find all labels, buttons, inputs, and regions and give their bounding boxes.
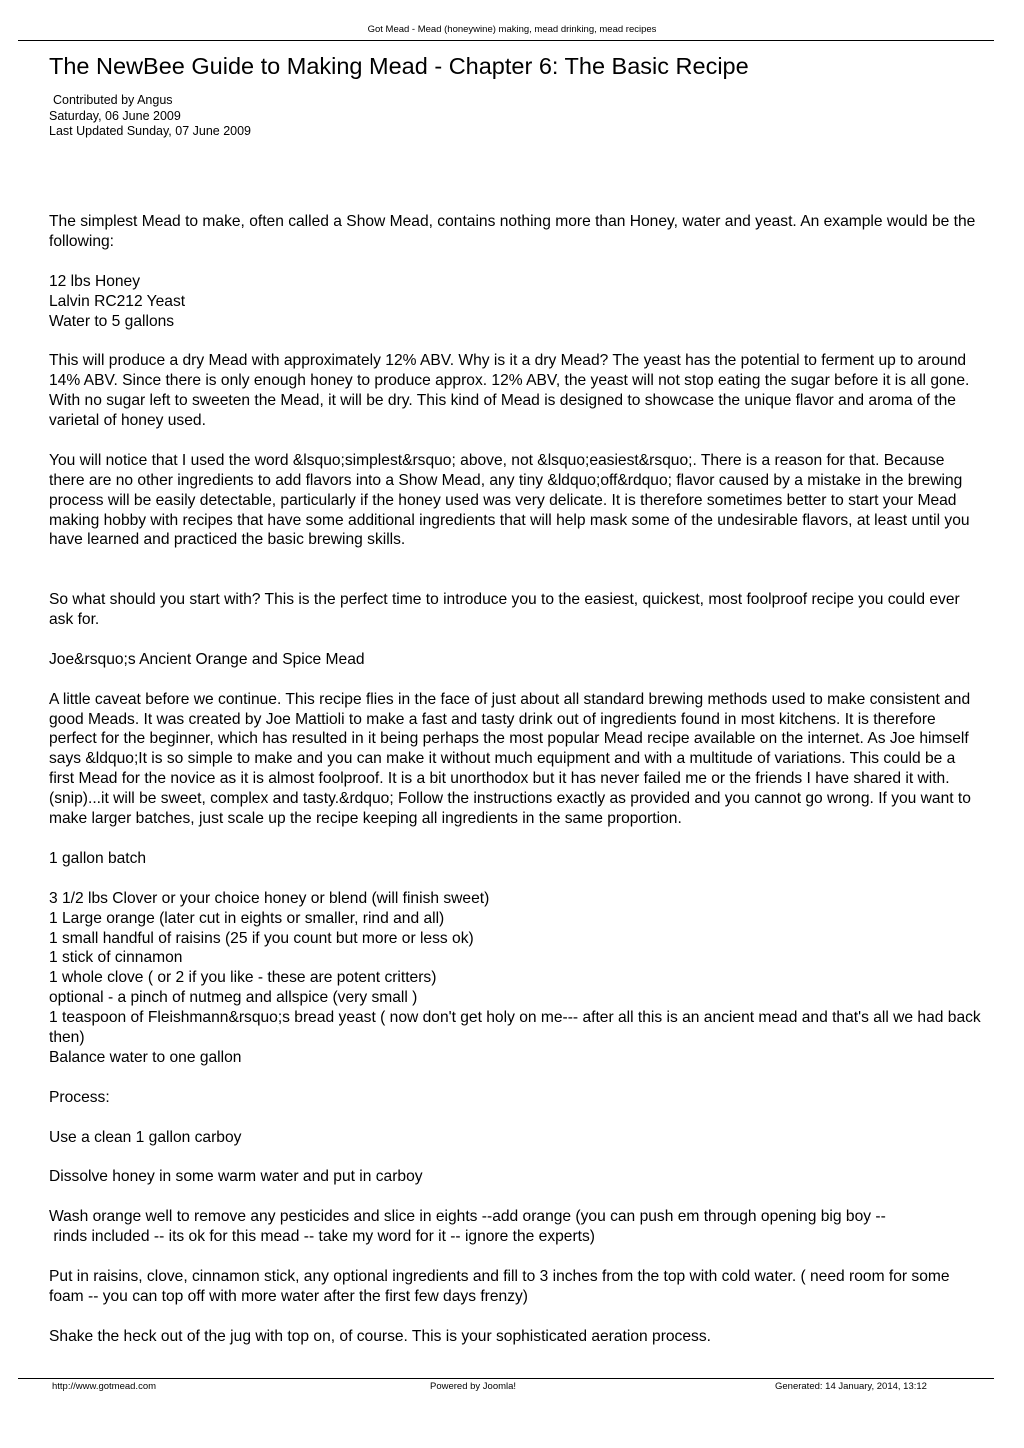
article-last-updated: Last Updated Sunday, 07 June 2009: [49, 124, 252, 138]
paragraph-intro: The simplest Mead to make, often called a Show Mead, contains nothing more than Honey, water and yeast. An example would be the following:: [49, 213, 976, 250]
page-title: The NewBee Guide to Making Mead - Chapter 6: The Basic Recipe: [49, 53, 749, 79]
ingredient-item: 1 small handful of raisins (25 if you count but more or less ok): [49, 929, 474, 947]
article-author: Contributed by Angus: [53, 93, 173, 107]
process-step-orange-line: Wash orange well to remove any pesticides and slice in eights --add orange (you can push em through opening big boy --: [49, 1208, 886, 1226]
paragraph-simplest-note: You will notice that I used the word &lsquo;simplest&rsquo; above, not &lsquo;easiest&rsquo;. There is a reason for that. Because there are no other ingredients to add flavors into a Show Mead, any tiny &ldquo;off&rdquo; flavor caused by a mistake in the brewing process will be easily detectable, particularly if the honey used was very delicate. It is therefore sometimes better to start your Mead making hobby with recipes that have some additional ingredients that will help mask some of the undesirable flavors, at least until you have learned and practiced the basic brewing skills.: [49, 451, 970, 549]
process-step-orange-line: rinds included -- its ok for this mead -- take my word for it -- ignore the experts): [49, 1228, 595, 1246]
footer-generated-date: Generated: 14 January, 2014, 13:12: [775, 1381, 927, 1392]
paragraph-start-with: So what should you start with? This is the perfect time to introduce you to the easiest, quickest, most foolproof recipe you could ever ask for.: [49, 591, 960, 629]
article-date: Saturday, 06 June 2009: [49, 108, 181, 123]
process-step-orange: [49, 1207, 984, 1247]
ingredient-item: 12 lbs Honey: [49, 272, 141, 290]
paragraph-caveat: A little caveat before we continue. This recipe flies in the face of just about all standard brewing methods used to make consistent and good Meads. It was created by Joe Mattioli to make a fast and tasty drink out of ingredients found in most kitchens. It is therefore perfect for the beginner, which has resulted in it being perhaps the most popular Mead recipe available on the internet. As Joe himself says &ldquo;It is so simple to make and you can make it without much equipment and with a multitude of variations. This could be a first Mead for the novice as it is almost foolproof. It is a bit unorthodox but it has never failed me or the friends I have shared it with. (snip)...it will be sweet, complex and tasty.&rdquo; Follow the instructions exactly as provided and you cannot go wrong. If you want to make larger batches, just scale up the recipe keeping all ingredients in the same proportion.: [49, 690, 971, 828]
recipe-name: Joe&rsquo;s Ancient Orange and Spice Mead: [49, 650, 365, 668]
ingredient-item: 1 teaspoon of Fleishmann&rsquo;s bread yeast ( now don't get holy on me--- after all this is an ancient mead and that's all we had back then): [49, 1009, 981, 1047]
paragraph-dry-mead: This will produce a dry Mead with approximately 12% ABV. Why is it a dry Mead? The yeast has the potential to ferment up to around 14% ABV. Since there is only enough honey to produce approx. 12% ABV, the yeast will not stop eating the sugar before it is all gone. With no sugar left to sweeten the Mead, it will be dry. This kind of Mead is designed to showcase the unique flavor and aroma of the varietal of honey used.: [49, 352, 970, 430]
ingredient-item: optional - a pinch of nutmeg and allspice (very small ): [49, 989, 418, 1007]
ingredient-item: Lalvin RC212 Yeast: [49, 292, 186, 310]
ingredient-item: 1 Large orange (later cut in eights or smaller, rind and all): [49, 909, 445, 927]
header-divider: [18, 40, 994, 41]
ingredient-item: Balance water to one gallon: [49, 1048, 242, 1066]
ingredient-item: 1 whole clove ( or 2 if you like - these are potent critters): [49, 969, 437, 987]
footer-site-url[interactable]: http://www.gotmead.com: [52, 1381, 157, 1392]
show-mead-ingredient-list: [49, 272, 984, 332]
batch-size: 1 gallon batch: [49, 849, 147, 867]
recipe-ingredient-list: [49, 889, 984, 1068]
process-step-dissolve: Dissolve honey in some warm water and put in carboy: [49, 1168, 423, 1186]
footer-divider: [18, 1378, 994, 1379]
ingredient-item: 1 stick of cinnamon: [49, 949, 183, 967]
ingredient-item: Water to 5 gallons: [49, 312, 175, 330]
article-body: [49, 212, 984, 1366]
process-step-carboy: Use a clean 1 gallon carboy: [49, 1128, 242, 1146]
footer-powered-by: Powered by Joomla!: [430, 1381, 517, 1392]
process-step-raisins: Put in raisins, clove, cinnamon stick, any optional ingredients and fill to 3 inches from the top with cold water. ( need room for some foam -- you can top off with more water after the first few days frenzy): [49, 1267, 950, 1305]
ingredient-item: 3 1/2 lbs Clover or your choice honey or blend (will finish sweet): [49, 889, 490, 907]
article-meta: [49, 93, 251, 140]
process-label: Process:: [49, 1088, 110, 1106]
site-header-tagline: Got Mead - Mead (honeywine) making, mead drinking, mead recipes: [367, 24, 657, 35]
process-step-shake: Shake the heck out of the jug with top on, of course. This is your sophisticated aeration process.: [49, 1327, 711, 1345]
